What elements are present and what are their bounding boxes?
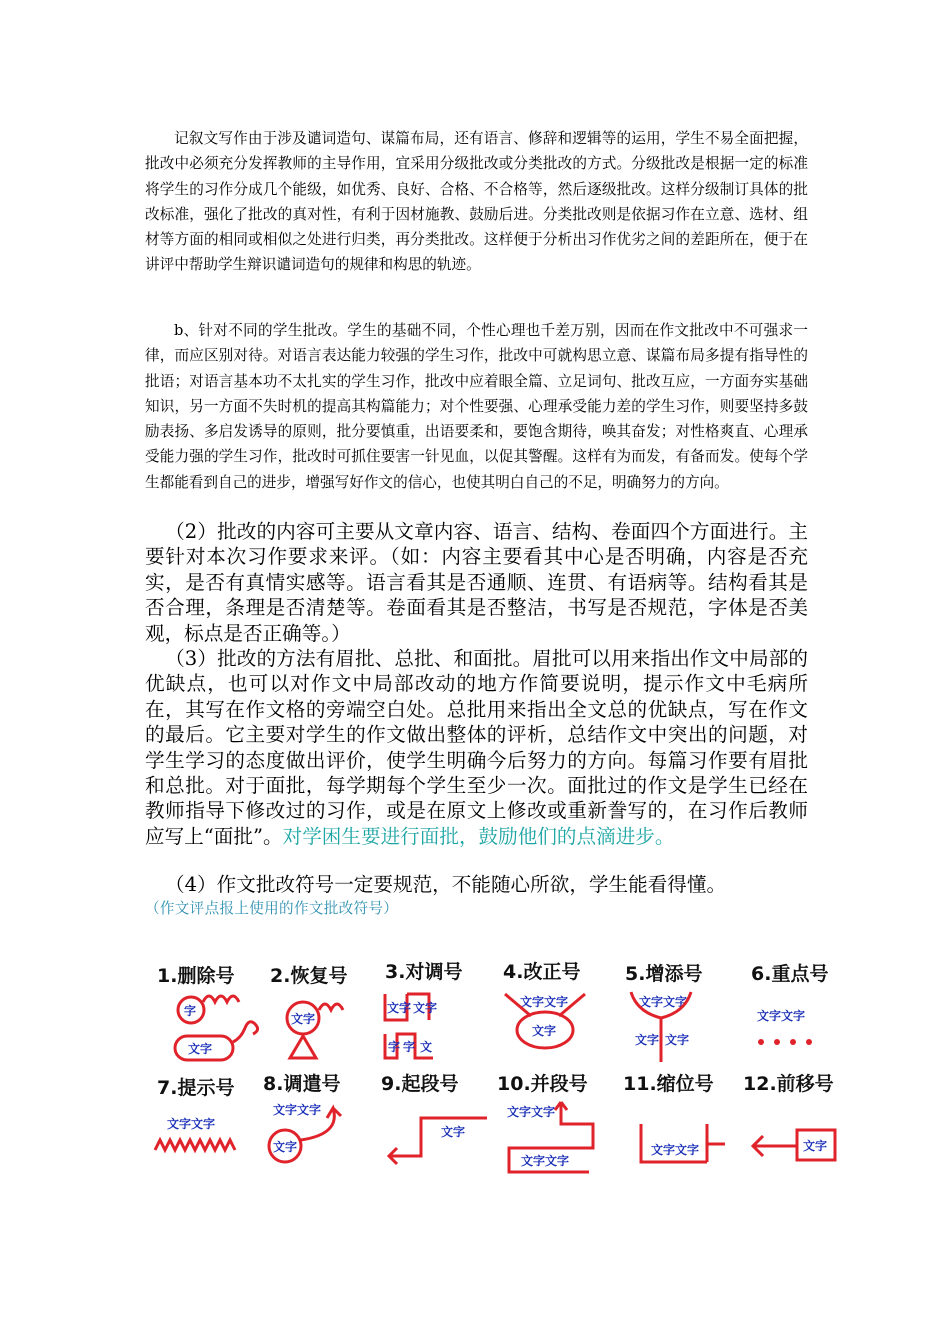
correct-mark-icon <box>505 994 585 1048</box>
svg-text:字: 字 <box>403 1040 416 1054</box>
svg-text:文字文字: 文字文字 <box>651 1143 700 1157</box>
svg-text:文字文字: 文字文字 <box>273 1103 322 1117</box>
svg-text:文字文字: 文字文字 <box>521 1154 570 1168</box>
hint-mark-icon <box>155 1116 235 1150</box>
svg-text:文字文字: 文字文字 <box>639 995 688 1009</box>
move-mark-icon <box>269 1102 341 1162</box>
indent-mark-icon <box>641 1124 725 1162</box>
svg-text:文字: 文字 <box>635 1033 660 1047</box>
marking-symbols-figure <box>145 950 847 1192</box>
paragraph-graded-marking: 记叙文写作由于涉及谴词造句、谋篇布局，还有语言、修辞和逻辑等的运用，学生不易全面把握，批改中必须充分发挥教师的主导作用，宜采用分级批改或分类批改的方式。分级批改是根据一定的标准将学生的习作分成几个能级，如优秀、良好、合格、不合格等，然后逐级批改。这样分级制订具体的批改标准，强化了批改的真对性，有利于因材施教、鼓励后进。分类批改则是依据习作在立意、选材、组材等方面的相同或相似之处进行归类，再分类批改。这样便于分析出习作优劣之间的差距所在，便于在讲评中帮助学生辩识谴词造句的规律和构思的轨迹。 <box>145 130 808 274</box>
symbol-label-1: 1.删除号 <box>157 965 235 987</box>
symbol-label-4: 4.改正号 <box>503 961 581 983</box>
restore-mark-icon <box>287 1002 343 1058</box>
svg-text:文字: 文字 <box>532 1024 557 1038</box>
emphasis-mark-icon <box>757 1008 812 1045</box>
symbol-label-6: 6.重点号 <box>751 963 829 985</box>
symbol-label-12: 12.前移号 <box>743 1073 834 1095</box>
paragraph-marking-methods: （3）批改的方法有眉批、总批、和面批。眉批可以用来指出作文中局部的优缺点，也可以对作文中局部改动的地方作简要说明，提示作文中毛病所在，其写在作文格的旁端空白处。总批用来指出全文总的优缺点，写在作文的最后。它主要对学生的作文做出整体的评析，总结作文中突出的问题，对学生学习的态度做出评价，使学生明确今后努力的方向。每篇习作要有眉批和总批。对于面批，每学期每个学生至少一次。面批过的作文是学生已经在教师指导下修改过的习作，或是在原文上修改或重新誊写的，在习作后教师应写上“面批”。对学困生要进行面批，鼓励他们的点滴进步。 <box>145 647 808 848</box>
svg-text:文字: 文字 <box>413 1001 438 1015</box>
figure-caption: （作文评点报上使用的作文批改符号） <box>145 900 399 917</box>
svg-text:文字: 文字 <box>441 1125 466 1139</box>
symbol-label-5: 5.增添号 <box>625 963 703 985</box>
symbol-label-7: 7.提示号 <box>157 1077 235 1099</box>
paragraph-marking-content: （2）批改的内容可主要从文章内容、语言、结构、卷面四个方面进行。主要针对本次习作要求来评。（如：内容主要看其中心是否明确，内容是否充实，是否有真情实感等。语言看其是否通顺、连贯、有语病等。结构看其是否合理，条理是否清楚等。卷面看其是否整洁，书写是否规范，字体是否美观，标点是否正确等。） <box>145 520 808 645</box>
svg-text:字: 字 <box>388 1040 401 1054</box>
svg-text:文字文字: 文字文字 <box>167 1117 216 1131</box>
insert-mark-icon <box>631 992 691 1062</box>
svg-text:文字: 文字 <box>665 1033 690 1047</box>
svg-text:文字文字: 文字文字 <box>520 995 569 1009</box>
svg-text:文字: 文字 <box>291 1012 316 1026</box>
paragraph-student-specific-marking: b、针对不同的学生批改。学生的基础不同，个性心理也千差万别，因而在作文批改中不可强求一律，而应区别对待。对语言表达能力较强的学生习作，批改中可就构思立意、谋篇布局多提有指导性的批语；对语言基本功不太扎实的学生习作，批改中应着眼全篇、立足词句、批改互应，一方面夯实基础知识，另一方面不失时机的提高其构篇能力；对个性要强、心理承受能力差的学生习作，则要坚持多鼓励表扬、多启发诱导的原则，批分要慎重，出语要柔和，要饱含期待，唤其奋发；对性格爽直、心理承受能力强的学生习作，批改时可抓住要害一针见血，以促其警醒。这样有为而发，有备而发。使每个学生都能看到自己的进步，增强写好作文的信心，也使其明白自己的不足，明确努力的方向。 <box>145 322 808 491</box>
svg-text:文字文字: 文字文字 <box>507 1105 556 1119</box>
svg-text:文: 文 <box>420 1040 433 1054</box>
svg-text:字: 字 <box>184 1004 197 1018</box>
move-forward-mark-icon <box>753 1130 835 1160</box>
highlight-face-marking-note: 对学困生要进行面批，鼓励他们的点滴进步。 <box>282 824 675 848</box>
symbol-label-3: 3.对调号 <box>385 961 463 983</box>
symbol-label-2: 2.恢复号 <box>270 965 348 987</box>
svg-text:文字: 文字 <box>188 1042 213 1056</box>
symbol-label-10: 10.并段号 <box>497 1073 588 1095</box>
swap-mark-icon <box>385 994 437 1058</box>
paragraph-marking-symbols: （4）作文批改符号一定要规范，不能随心所欲，学生能看得懂。 <box>165 873 727 896</box>
svg-text:文字: 文字 <box>273 1140 298 1154</box>
symbol-label-11: 11.缩位号 <box>623 1073 714 1095</box>
symbol-label-9: 9.起段号 <box>381 1073 459 1095</box>
svg-text:文字: 文字 <box>387 1001 412 1015</box>
delete-mark-icon <box>175 996 258 1060</box>
new-paragraph-mark-icon <box>389 1118 487 1164</box>
merge-paragraph-mark-icon <box>507 1102 593 1172</box>
svg-text:文字文字: 文字文字 <box>757 1009 806 1023</box>
symbol-label-8: 8.调遣号 <box>263 1073 341 1095</box>
svg-text:文字: 文字 <box>803 1139 828 1153</box>
